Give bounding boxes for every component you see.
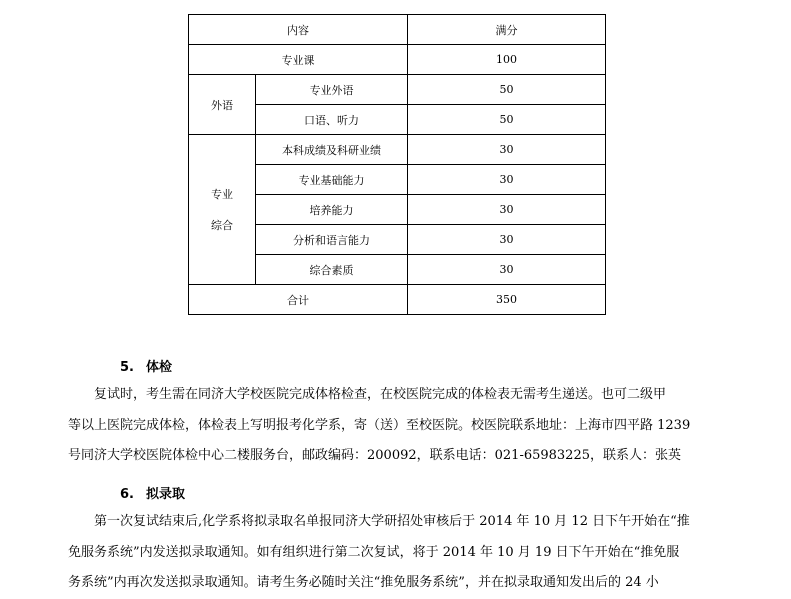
- header-content: 内容: [189, 15, 408, 45]
- paragraph-line: 第一次复试结束后,化学系将拟录取名单报同济大学研招处审核后于 2014 年 10 月 12 日下午开始在“推: [94, 514, 690, 529]
- row-label: 专业外语: [256, 75, 408, 105]
- table-total-row: [189, 285, 606, 315]
- header-score: 满分: [408, 15, 606, 45]
- row-label: 专业课: [189, 45, 408, 75]
- section-6-heading: [120, 483, 185, 502]
- table-row: [189, 75, 606, 105]
- paragraph-line: 等以上医院完成体检，体检表上写明报考化学系，寄（送）至校医院。校医院联系地址：上海市四平路 1239: [68, 417, 691, 433]
- row-label: 专业基础能力: [256, 165, 408, 195]
- row-score: 50: [408, 75, 606, 105]
- row-label: 综合素质: [256, 255, 408, 285]
- row-label: 培养能力: [256, 195, 408, 225]
- row-score: 100: [408, 45, 606, 75]
- category-comprehensive: [189, 135, 256, 285]
- row-score: 30: [408, 195, 606, 225]
- category-label-line2: 综合: [211, 218, 233, 232]
- paragraph-line: 免服务系统”内发送拟录取通知。如有组织进行第二次复试，将于 2014 年 10 月 19 日下午开始在“推免服: [68, 544, 680, 560]
- section-5-number: 5.: [120, 360, 134, 375]
- section-5-heading: [120, 356, 172, 375]
- table-row: [189, 45, 606, 75]
- row-label: 口语、听力: [256, 105, 408, 135]
- section-6-title: 拟录取: [145, 487, 185, 502]
- row-score: 30: [408, 135, 606, 165]
- section-5-title: 体检: [145, 360, 172, 375]
- category-foreign-language: 外语: [189, 75, 256, 135]
- paragraph-line: 号同济大学校医院体检中心二楼服务台，邮政编码：200092，联系电话：021-65983225，联系人：张英: [68, 448, 682, 463]
- category-label-line1: 专业: [211, 187, 233, 201]
- section-6-number: 6.: [120, 487, 134, 502]
- section-5-paragraph: [68, 380, 723, 472]
- section-6-paragraph: [68, 507, 723, 599]
- total-score: 350: [408, 285, 606, 315]
- row-label: 本科成绩及科研业绩: [256, 135, 408, 165]
- table-header-row: [189, 15, 606, 45]
- row-score: 30: [408, 225, 606, 255]
- row-score: 30: [408, 165, 606, 195]
- total-label: 合计: [189, 285, 408, 315]
- row-label: 分析和语言能力: [256, 225, 408, 255]
- row-score: 30: [408, 255, 606, 285]
- row-score: 50: [408, 105, 606, 135]
- paragraph-line: 复试时，考生需在同济大学校医院完成体格检查，在校医院完成的体检表无需考生递送。也可二级甲: [94, 387, 667, 402]
- score-table: [188, 14, 606, 315]
- table-row: [189, 135, 606, 165]
- paragraph-line: 务系统”内再次发送拟录取通知。请考生务必随时关注“推免服务系统”，并在拟录取通知发出后的 24 小: [68, 575, 659, 590]
